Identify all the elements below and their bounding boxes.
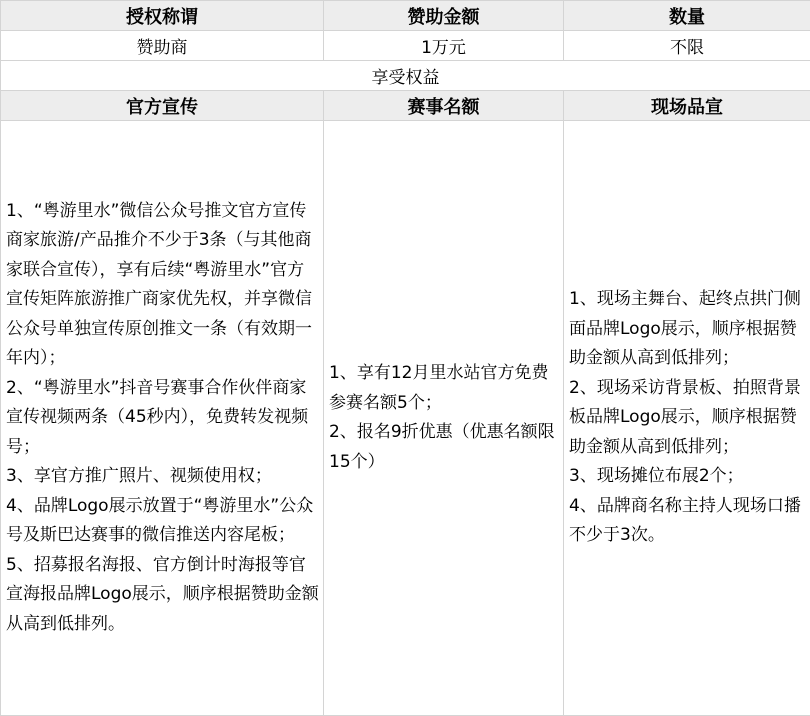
content-row xyxy=(1,121,810,716)
cell-onsite-content[interactable] xyxy=(564,121,810,716)
onsite-item-1: 1、现场主舞台、起终点拱门侧面品牌Logo展示，顺序根据赞助金额从高到低排列； xyxy=(569,285,807,374)
header-cell-title[interactable]: 授权称谓 xyxy=(1,1,324,31)
header-cell-onsite[interactable]: 现场品宣 xyxy=(564,91,810,121)
publicity-item-5: 5、招募报名海报、官方倒计时海报等官宣海报品牌Logo展示，顺序根据赞助金额从高到低排列。 xyxy=(6,551,320,640)
onsite-item-4: 4、品牌商名称主持人现场口播不少于3次。 xyxy=(569,492,807,551)
publicity-item-1: 1、“粤游里水”微信公众号推文官方宣传商家旅游/产品推介不少于3条（与其他商家联合宣传），享有后续“粤游里水”官方宣传矩阵旅游推广商家优先权，并享微信公众号单独宣传原创推文一条（有效期一年内）； xyxy=(6,197,320,374)
header-cell-amount[interactable]: 赞助金额 xyxy=(324,1,564,31)
header-row-1 xyxy=(1,1,810,31)
cell-benefits-band[interactable]: 享受权益 xyxy=(1,61,810,91)
slots-item-1: 1、享有12月里水站官方免费参赛名额5个； xyxy=(329,359,560,418)
onsite-item-2: 2、现场采访背景板、拍照背景板品牌Logo展示，顺序根据赞助金额从高到低排列； xyxy=(569,374,807,463)
cell-publicity-content[interactable] xyxy=(1,121,324,716)
publicity-item-2: 2、“粤游里水”抖音号赛事合作伙伴商家宣传视频两条（45秒内），免费转发视频号； xyxy=(6,374,320,463)
publicity-item-4: 4、品牌Logo展示放置于“粤游里水”公众号及斯巴达赛事的微信推送内容尾板； xyxy=(6,492,320,551)
value-row-1 xyxy=(1,31,810,61)
header-row-2 xyxy=(1,91,810,121)
slots-item-2: 2、报名9折优惠（优惠名额限15个） xyxy=(329,418,560,477)
cell-amount[interactable]: 1万元 xyxy=(324,31,564,61)
cell-sponsor[interactable]: 赞助商 xyxy=(1,31,324,61)
cell-slots-content[interactable] xyxy=(324,121,564,716)
band-row xyxy=(1,61,810,91)
onsite-item-3: 3、现场摊位布展2个； xyxy=(569,462,807,492)
publicity-item-3: 3、享官方推广照片、视频使用权； xyxy=(6,462,320,492)
header-cell-publicity[interactable]: 官方宣传 xyxy=(1,91,324,121)
header-cell-slots[interactable]: 赛事名额 xyxy=(324,91,564,121)
header-cell-quantity[interactable]: 数量 xyxy=(564,1,810,31)
cell-quantity[interactable]: 不限 xyxy=(564,31,810,61)
